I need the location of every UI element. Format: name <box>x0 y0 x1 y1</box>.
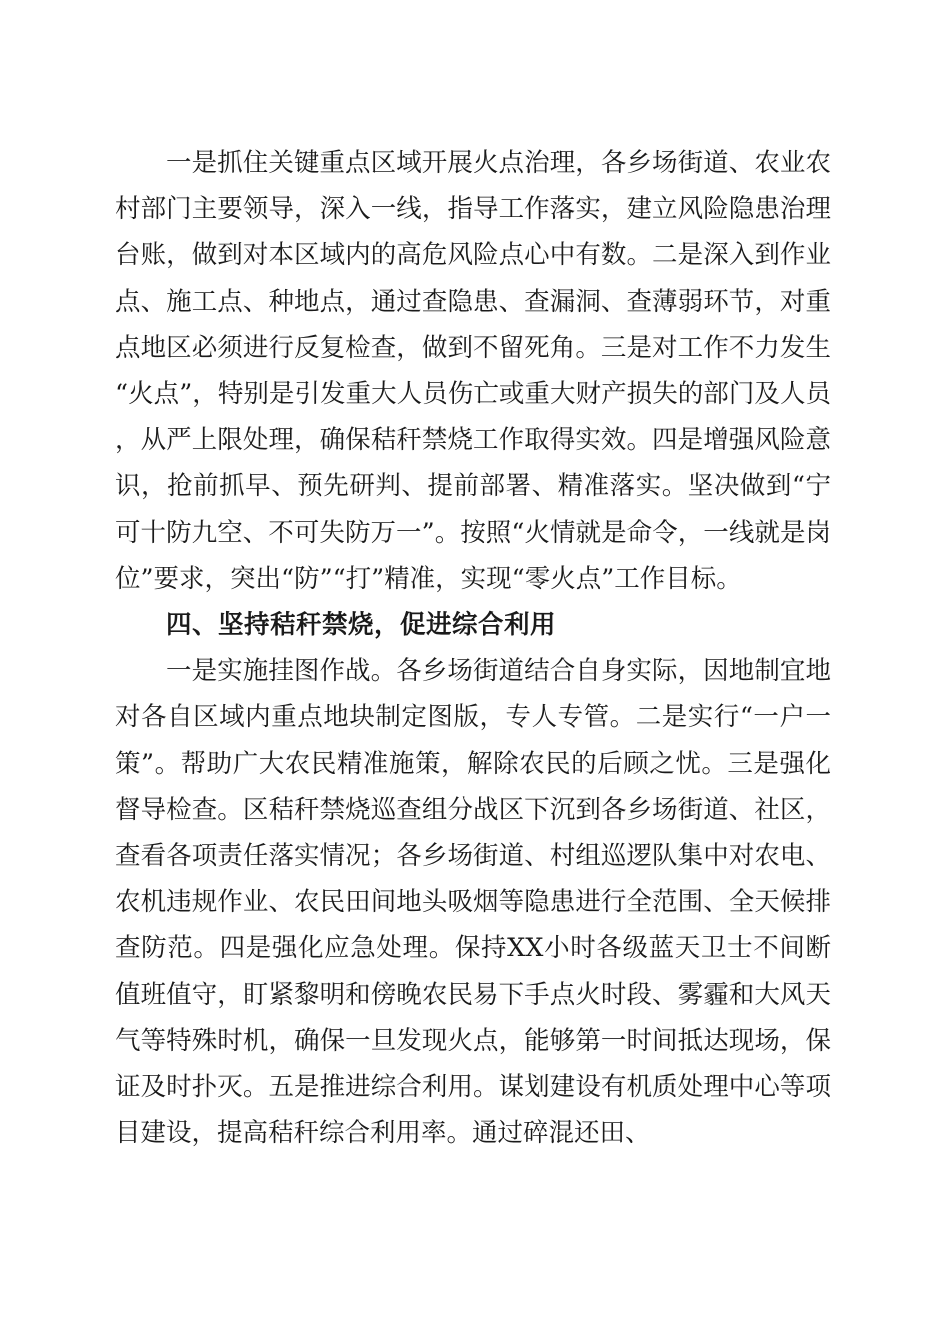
section-heading-4: 四、坚持秸秆禁烧，促进综合利用 <box>166 610 557 641</box>
document-body <box>115 140 831 1156</box>
paragraph-fire-control: 一是抓住关键重点区域开展火点治理，各乡场街道、农业农村部门主要领导，深入一线，指导工作落实，建立风险隐患治理台账，做到对本区域内的高危风险点心中有数。二是深入到作业点、施工点、种地点，通过查隐患、查漏洞、查薄弱环节，对重点地区必须进行反复检查，做到不留死角。三是对工作不力发生“火点”，特别是引发重大人员伤亡或重大财产损失的部门及人员，从严上限处理，确保秸秆禁烧工作取得实效。四是增强风险意识，抢前抓早、预先研判、提前部署、精准落实。坚决做到“宁可十防九空、不可失防万一”。按照“火情就是命令，一线就是岗位”要求，突出“防”“打”精准，实现“零火点”工作目标。 <box>115 148 831 594</box>
paragraph-straw-ban: 一是实施挂图作战。各乡场街道结合自身实际，因地制宜地对各自区域内重点地块制定图版，专人专管。二是实行“一户一策”。帮助广大农民精准施策，解除农民的后顾之忧。三是强化督导检查。区秸秆禁烧巡查组分战区下沉到各乡场街道、社区，查看各项责任落实情况；各乡场街道、村组巡逻队集中对农电、农机违规作业、农民田间地头吸烟等隐患进行全范围、全天候排查防范。四是强化应急处理。保持XX小时各级蓝天卫士不间断值班值守，盯紧黎明和傍晚农民易下手点火时段、雾霾和大风天气等特殊时机，确保一旦发现火点，能够第一时间抵达现场，保证及时扑灭。五是推进综合利用。谋划建设有机质处理中心等项目建设，提高秸秆综合利用率。通过碎混还田、 <box>115 656 831 1149</box>
